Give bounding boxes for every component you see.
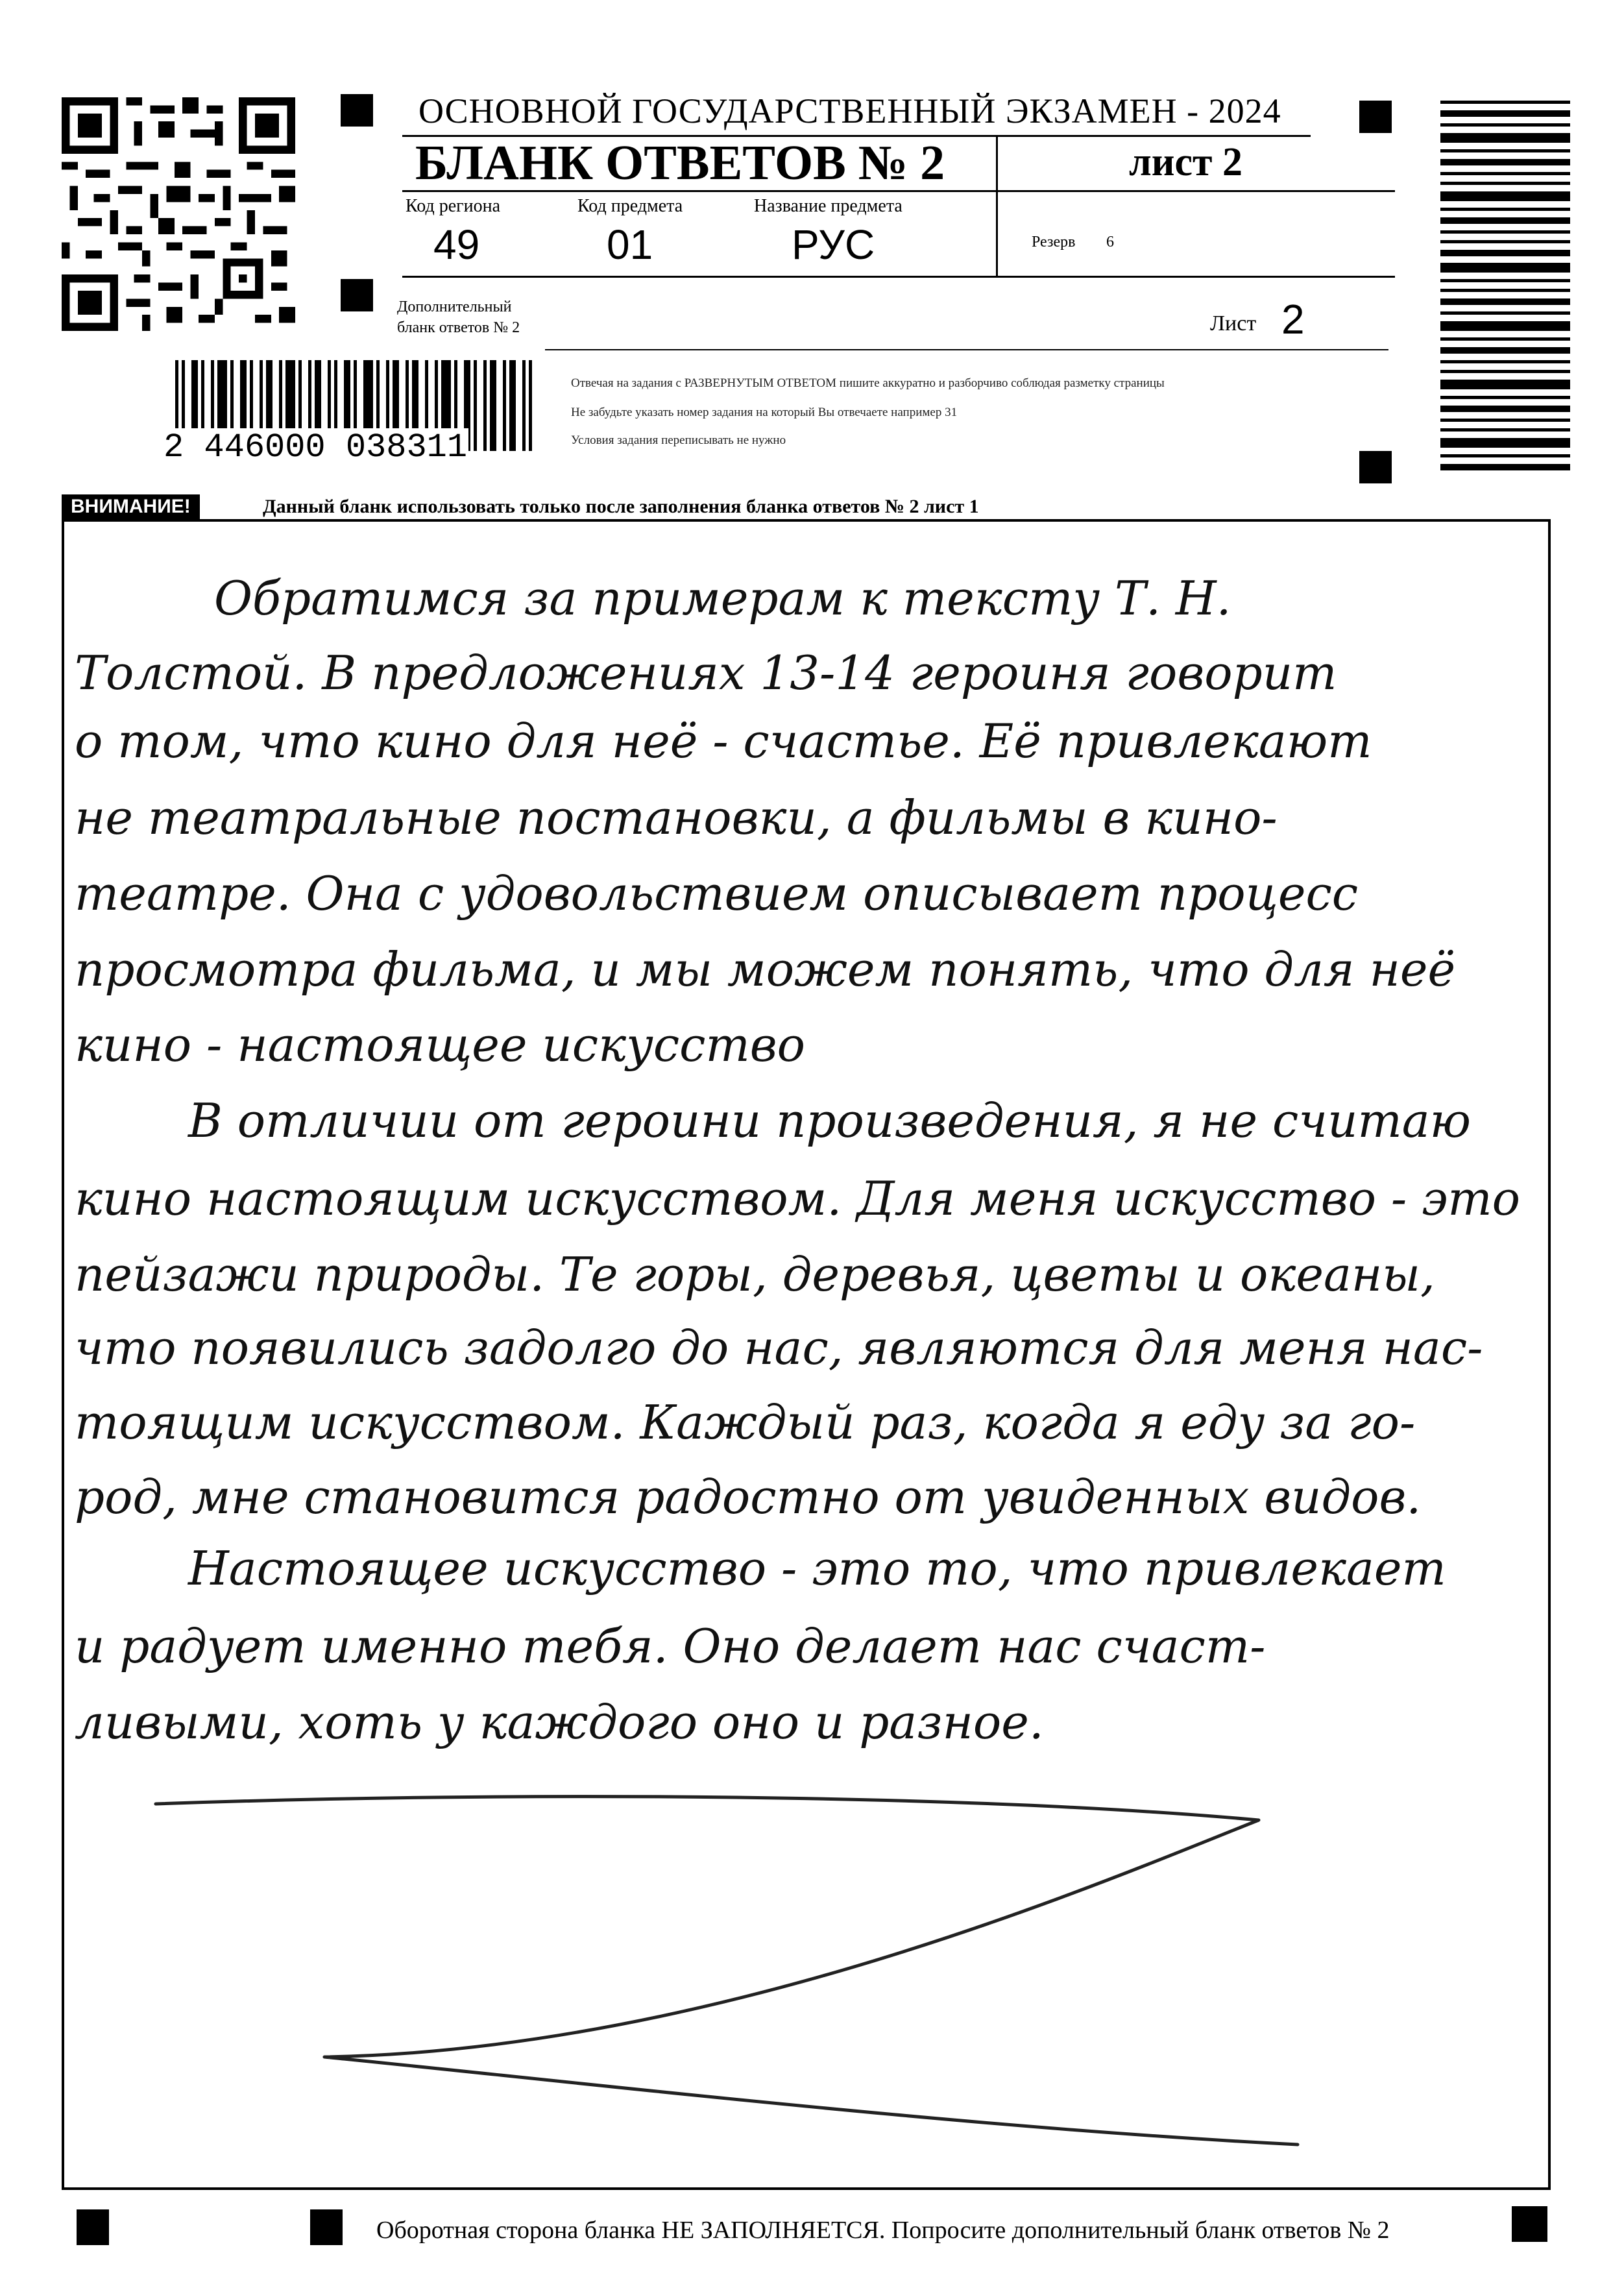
title-divider <box>996 136 998 191</box>
instruction-line-2: Не забудьте указать номер задания на который Вы отвечаете например 31 <box>571 406 958 419</box>
exam-title: ОСНОВНОЙ ГОСУДАРСТВЕННЫЙ ЭКЗАМЕН - 2024 <box>418 91 1281 130</box>
answer-line: и радует именно тебя. Оно делает нас счаст- <box>75 1619 1266 1673</box>
answer-line: пейзажи природы. Те горы, деревья, цветы и океаны, <box>75 1247 1435 1302</box>
answer-line: кино настоящим искусством. Для меня искусство - это <box>75 1171 1521 1226</box>
subject-code-label: Код предмета <box>577 196 683 216</box>
subject-name-label: Название предмета <box>754 196 903 216</box>
sheet-label: лист 2 <box>1129 140 1242 184</box>
marker-square-bottom-3 <box>1512 2206 1547 2242</box>
marker-square-mid-right <box>1359 451 1392 483</box>
answer-line: не театральные постановки, а фильмы в кино- <box>75 790 1278 845</box>
side-barcode <box>1440 101 1570 474</box>
marker-square-bottom-2 <box>310 2209 343 2245</box>
additional-form-label: Дополнительный <box>397 298 512 315</box>
header-line-2 <box>402 276 1395 278</box>
footer-note: Оборотная сторона бланка НЕ ЗАПОЛНЯЕТСЯ. Попросите дополнительный бланк ответов № 2 <box>376 2217 1390 2244</box>
answer-line: ливыми, хоть у каждого оно и разное. <box>75 1695 1044 1749</box>
additional-form-label-2: бланк ответов № 2 <box>397 319 520 336</box>
barcode-number: 2 446000 038311 <box>164 428 468 467</box>
answer-line: театре. Она с удовольствием описывает процесс <box>75 866 1359 921</box>
marker-square-bottom-1 <box>77 2209 109 2245</box>
answer-line: род, мне становится радостно от увиденных видов. <box>75 1470 1422 1524</box>
answer-line: что появились задолго до нас, являются для меня нас- <box>75 1320 1483 1375</box>
answer-line: о том, что кино для неё - счастье. Её привлекают <box>75 714 1372 768</box>
sheet-number-label: Лист <box>1210 311 1257 335</box>
sheet-number-value: 2 <box>1281 296 1305 343</box>
marker-square-top-left <box>341 94 373 127</box>
qr-code <box>62 97 295 331</box>
answer-line: кино - настоящее искусство <box>75 1017 806 1072</box>
answer-line: В отличии от героини произведения, я не считаю <box>188 1093 1472 1148</box>
answer-line: просмотра фильма, и мы можем понять, что для неё <box>75 942 1456 997</box>
marker-square-top-right <box>1359 101 1392 133</box>
region-code-value: 49 <box>433 221 480 268</box>
z-cross-out-stroke <box>130 1778 1330 2167</box>
answer-line: Обратимся за примерам к тексту Т. Н. <box>214 571 1231 626</box>
warning-text: Данный бланк использовать только после заполнения бланка ответов № 2 лист 1 <box>263 496 979 517</box>
subject-code-value: 01 <box>607 221 653 268</box>
form-title: БЛАНК ОТВЕТОВ № 2 <box>415 136 945 190</box>
answer-line: Настоящее искусство - это то, что привлекает <box>188 1541 1446 1596</box>
marker-square-mid-left <box>341 279 373 311</box>
header-line-1 <box>402 190 1395 192</box>
reserve-label: Резерв <box>1032 234 1076 250</box>
subject-name-value: РУС <box>792 221 875 268</box>
code-divider <box>996 191 998 276</box>
region-code-label: Код региона <box>406 196 501 216</box>
instruction-line-1: Отвечая на задания с РАЗВЕРНУТЫМ ОТВЕТОМ пишите аккуратно и разборчиво соблюдая разметку страницы <box>571 376 1165 390</box>
reserve-value: 6 <box>1106 234 1114 250</box>
instruction-line-3: Условия задания переписывать не нужно <box>571 433 786 447</box>
answer-line: тоящим искусством. Каждый раз, когда я еду за го- <box>75 1395 1416 1450</box>
answer-line: Толстой. В предложениях 13-14 героиня говорит <box>75 646 1337 700</box>
warning-badge: ВНИМАНИЕ! <box>62 494 200 519</box>
header-line-3 <box>545 349 1388 350</box>
